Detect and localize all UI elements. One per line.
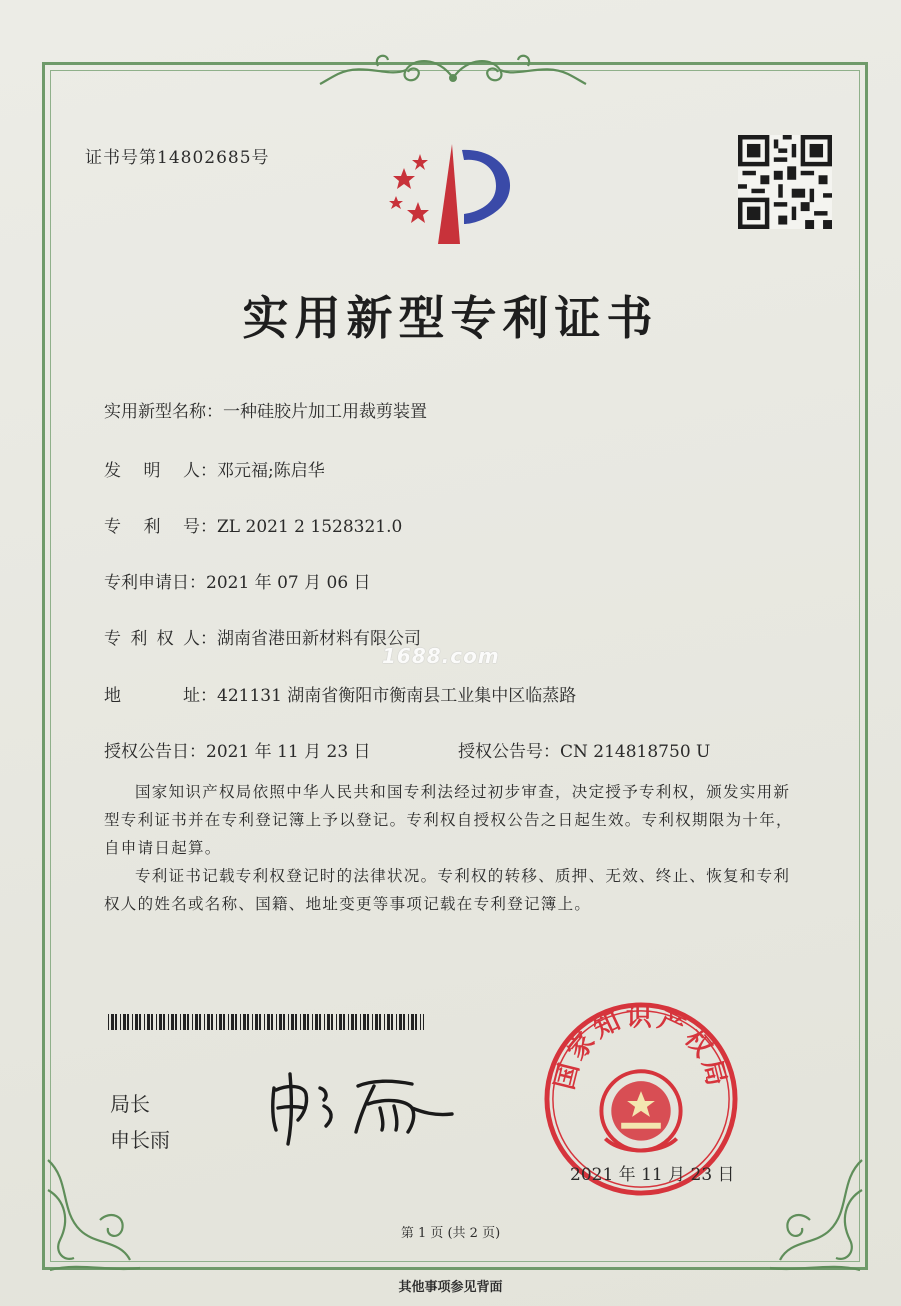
field-label: 实用新型名称： (104, 402, 223, 422)
qr-code-icon (738, 135, 832, 229)
certificate-title: 实用新型专利证书 (242, 291, 659, 345)
label-colon: ： (200, 461, 217, 481)
signature-icon (262, 1068, 462, 1148)
field-label (104, 512, 200, 537)
field-name (104, 397, 427, 422)
field-label (104, 456, 200, 481)
label-colon: ： (200, 629, 217, 649)
field-value: 2021 年 07 月 06 日 (206, 573, 371, 593)
field-label (104, 624, 200, 649)
label-char: 利 (130, 629, 148, 649)
label-colon: ： (200, 686, 217, 706)
label-char: 人 (182, 629, 200, 649)
field-value: 一种硅胶片加工用裁剪装置 (223, 402, 427, 422)
label-char: 专 (104, 517, 121, 537)
field-label (104, 681, 200, 706)
certificate-body (104, 778, 804, 918)
field-value: 邓元福;陈启华 (217, 461, 325, 481)
label-char: 址 (183, 686, 200, 706)
field-grant-number (458, 737, 710, 762)
field-value: 湖南省港田新材料有限公司 (217, 629, 421, 649)
field-label: 专利申请日： (104, 573, 206, 593)
field-patent-number (104, 512, 402, 537)
signatory-title: 局长 (110, 1092, 150, 1116)
footer-note: 其他事项参见背面 (398, 1280, 503, 1295)
top-ornament-icon (318, 48, 588, 90)
watermark: 1688.com (382, 644, 500, 668)
label-char: 明 (143, 461, 161, 481)
label-char: 权 (156, 629, 174, 649)
field-value: ZL 2021 2 1528321.0 (217, 517, 403, 537)
label-char: 利 (143, 517, 161, 537)
seal-date: 2021 年 11 月 23 日 (570, 1165, 735, 1185)
svg-text:国家知识产权局: 国家知识产权局 (549, 1002, 733, 1093)
signatory-name: 申长雨 (110, 1128, 170, 1152)
field-value: CN 214818750 U (560, 742, 711, 762)
page-number: 第 1 页 (共 2 页) (400, 1226, 501, 1241)
field-value: 421131 湖南省衡阳市衡南县工业集中区临蒸路 (217, 686, 577, 706)
field-label: 授权公告日： (104, 742, 206, 762)
field-label: 授权公告号： (458, 742, 560, 762)
field-patentee (104, 624, 421, 649)
field-inventor (104, 456, 325, 481)
label-char: 专 (104, 629, 121, 649)
label-char: 号 (183, 517, 200, 537)
label-char: 人 (183, 461, 200, 481)
body-paragraph: 国家知识产权局依照中华人民共和国专利法经过初步审查，决定授予专利权，颁发实用新型专利证书并在专利登记簿上予以登记。专利权自授权公告之日起生效。专利权期限为十年，自申请日起算。 (104, 783, 793, 857)
barcode-icon (108, 1014, 424, 1030)
certificate-number: 证书号第14802685号 (85, 148, 270, 168)
label-colon: ： (200, 517, 217, 537)
patent-office-logo-icon (386, 140, 526, 250)
field-value: 2021 年 11 月 23 日 (206, 742, 371, 762)
bottom-right-ornament-icon (760, 1150, 870, 1280)
body-paragraph: 专利证书记载专利权登记时的法律状况。专利权的转移、质押、无效、终止、恢复和专利权人的姓名或名称、国籍、地址变更等事项记载在专利登记簿上。 (104, 867, 791, 913)
field-address (104, 681, 576, 706)
bottom-left-ornament-icon (40, 1150, 150, 1280)
field-grant-date (104, 737, 371, 762)
label-char: 地 (104, 686, 121, 706)
label-char: 发 (104, 461, 121, 481)
field-application-date (104, 568, 371, 593)
